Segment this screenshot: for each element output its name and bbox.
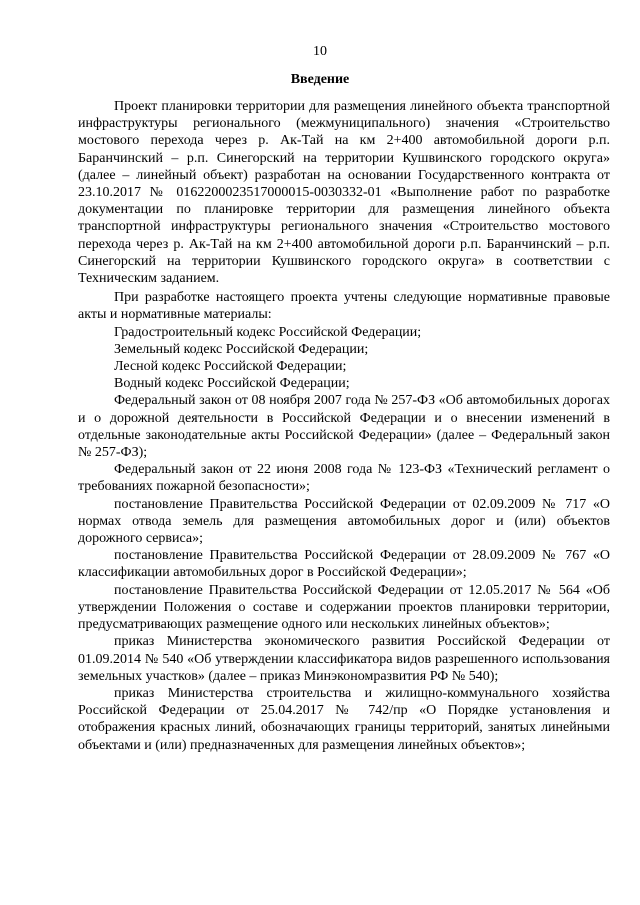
document-body [78,98,610,754]
paragraph-introduction: Проект планировки территории для размещения линейного объекта транспортной инфраструктуры регионального (межмуниципального) значения «Строительство мостового перехода через р. Ак-Тай на км 2+400 автомобильной дороги р.п. Баранчинский – р.п. Синегорский на территории Кушвинского городского округа» (далее – линейный объект) разработан на основании Государственного контракта от 23.10.2017 № 0162200023517000015-0030332-01 «Выполнение работ по разработке документации по планировке территории для размещения линейного объекта транспортной инфраструктуры регионального значения «Строительство мостового перехода через р. Ак-Тай на км 2+400 автомобильной дороги р.п. Баранчинский – р.п. Синегорский на территории Кушвинского городского округа» в соответствии с Техническим заданием. [78,99,610,287]
section-heading: Введение [290,72,350,87]
list-item-federal-law-123: Федеральный закон от 22 июня 2008 года № 123-ФЗ «Технический регламент о требованиях пожарной безопасности»; [78,462,610,495]
list-item-resolution-767: постановление Правительства Российской Федерации от 28.09.2009 № 767 «О классификации автомобильных дорог в Российской Федерации»; [78,548,610,581]
list-item-order-742: приказ Министерства строительства и жилищно-коммунального хозяйства Российской Федерации от 25.04.2017 № 742/пр «О Порядке установления и отображения красных линий, обозначающих границы территорий, занятых линейными объектами и (или) предназначенных для размещения линейных объектов»; [78,685,610,753]
list-item-resolution-717: постановление Правительства Российской Федерации от 02.09.2009 № 717 «О нормах отвода земель для размещения автомобильных дорог и (или) объектов дорожного сервиса»; [78,496,610,547]
page-number: 10 [313,44,327,59]
list-item-urban-planning-code: Градостроительный кодекс Российской Федерации; [114,324,422,340]
list-item-water-code: Водный кодекс Российской Федерации; [114,376,350,392]
list-item-order-540: приказ Министерства экономического развития Российской Федерации от 01.09.2014 № 540 «Об утверждении классификатора видов разрешенного использования земельных участков» (далее – приказ Минэкономразвития РФ № 540); [78,634,610,684]
list-item-federal-law-257: Федеральный закон от 08 ноября 2007 года № 257-ФЗ «Об автомобильных дорогах и о дорожной деятельности в Российской Федерации и о внесении изменений в отдельные законодательные акты Российской Федерации» (далее – Федеральный закон № 257-ФЗ); [78,393,610,461]
list-item-resolution-564: постановление Правительства Российской Федерации от 12.05.2017 № 564 «Об утверждении Положения о составе и содержании проектов планировки территории, предусматривающих размещение одного или нескольких линейных объектов»; [78,582,610,633]
list-item-forest-code: Лесной кодекс Российской Федерации; [114,359,347,375]
paragraph-normative-acts: При разработке настоящего проекта учтены следующие нормативные правовые акты и нормативные материалы: [78,290,610,323]
list-item-land-code: Земельный кодекс Российской Федерации; [114,341,369,357]
